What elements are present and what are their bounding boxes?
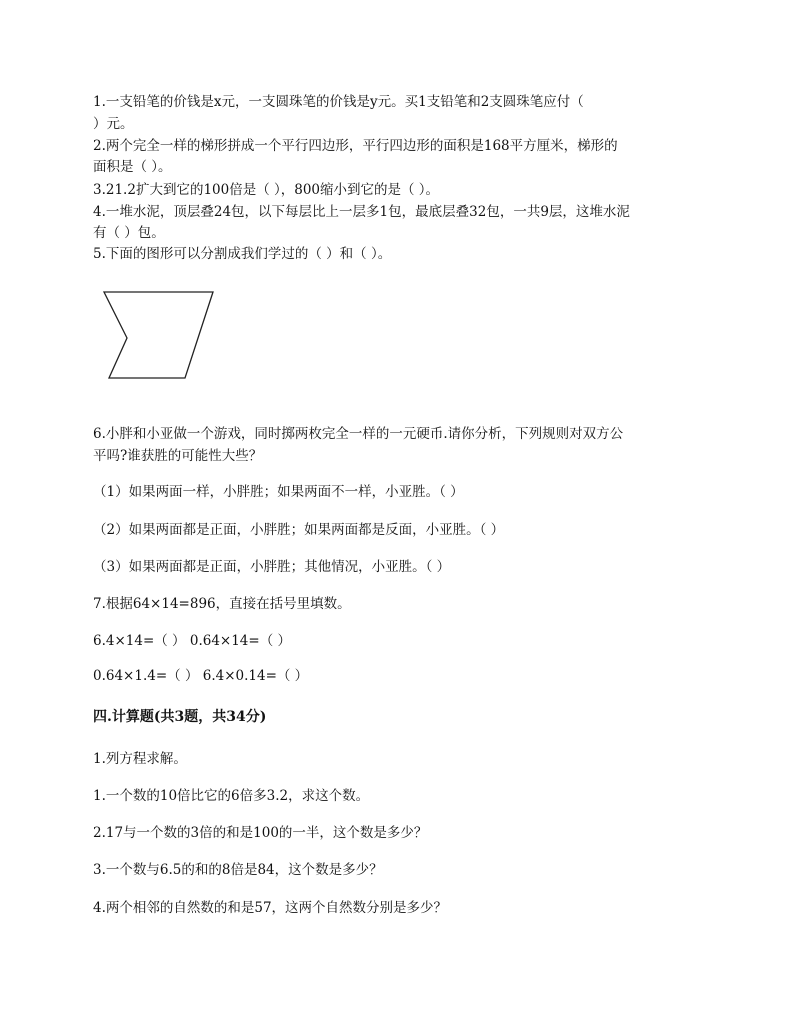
q3-text: 3.21.2扩大到它的100倍是（ ），800缩小到它的是（ ）。 xyxy=(93,182,440,198)
q7-row2: 0.64×1.4=（ ） 6.4×0.14=（ ） xyxy=(93,668,309,684)
section4-intro: 1.列方程求解。 xyxy=(93,751,187,767)
problem-4: 4.两个相邻的自然数的和是57，这两个自然数分别是多少？ xyxy=(93,900,448,916)
problem-1: 1.一个数的10倍比它的6倍多3.2，求这个数。 xyxy=(93,788,370,804)
q2-line1: 2.两个完全一样的梯形拼成一个平行四边形，平行四边形的面积是168平方厘米，梯形的 xyxy=(93,138,618,154)
q1-line1: 1.一支铅笔的价钱是x元，一支圆珠笔的价钱是y元。买1支铅笔和2支圆珠笔应付（ xyxy=(93,94,584,110)
problem-3: 3.一个数与6.5的和的8倍是84，这个数是多少？ xyxy=(93,862,383,878)
q5-text: 5.下面的图形可以分割成我们学过的（ ）和（ ）。 xyxy=(93,246,392,262)
q4-line1: 4.一堆水泥，顶层叠24包，以下每层比上一层多1包，最底层叠32包，一共9层，这堆水泥 xyxy=(93,204,630,220)
q7-text: 7.根据64×14=896，直接在括号里填数。 xyxy=(93,596,351,612)
q6-option-3: （3）如果两面都是正面，小胖胜；其他情况，小亚胜。（ ） xyxy=(93,559,451,575)
q6-option-1: （1）如果两面一样，小胖胜；如果两面不一样，小亚胜。（ ） xyxy=(93,484,464,500)
q6-line2: 平吗?谁获胜的可能性大些？ xyxy=(93,448,263,464)
q7-row1: 6.4×14=（ ） 0.64×14=（ ） xyxy=(93,633,292,649)
q2-line2: 面积是（ ）。 xyxy=(93,159,172,175)
q1-line2: ）元。 xyxy=(93,116,134,132)
q6-line1: 6.小胖和小亚做一个游戏，同时掷两枚完全一样的一元硬币.请你分析，下列规则对双方公 xyxy=(93,426,624,442)
q4-line2: 有（ ）包。 xyxy=(93,225,165,241)
problem-2: 2.17与一个数的3倍的和是100的一半，这个数是多少？ xyxy=(93,825,428,841)
q6-option-2: （2）如果两面都是正面，小胖胜；如果两面都是反面，小亚胜。（ ） xyxy=(93,522,505,538)
composite-shape-figure xyxy=(100,290,220,382)
shape-outline xyxy=(104,292,213,378)
section4-heading: 四.计算题(共3题，共34分) xyxy=(93,709,267,725)
